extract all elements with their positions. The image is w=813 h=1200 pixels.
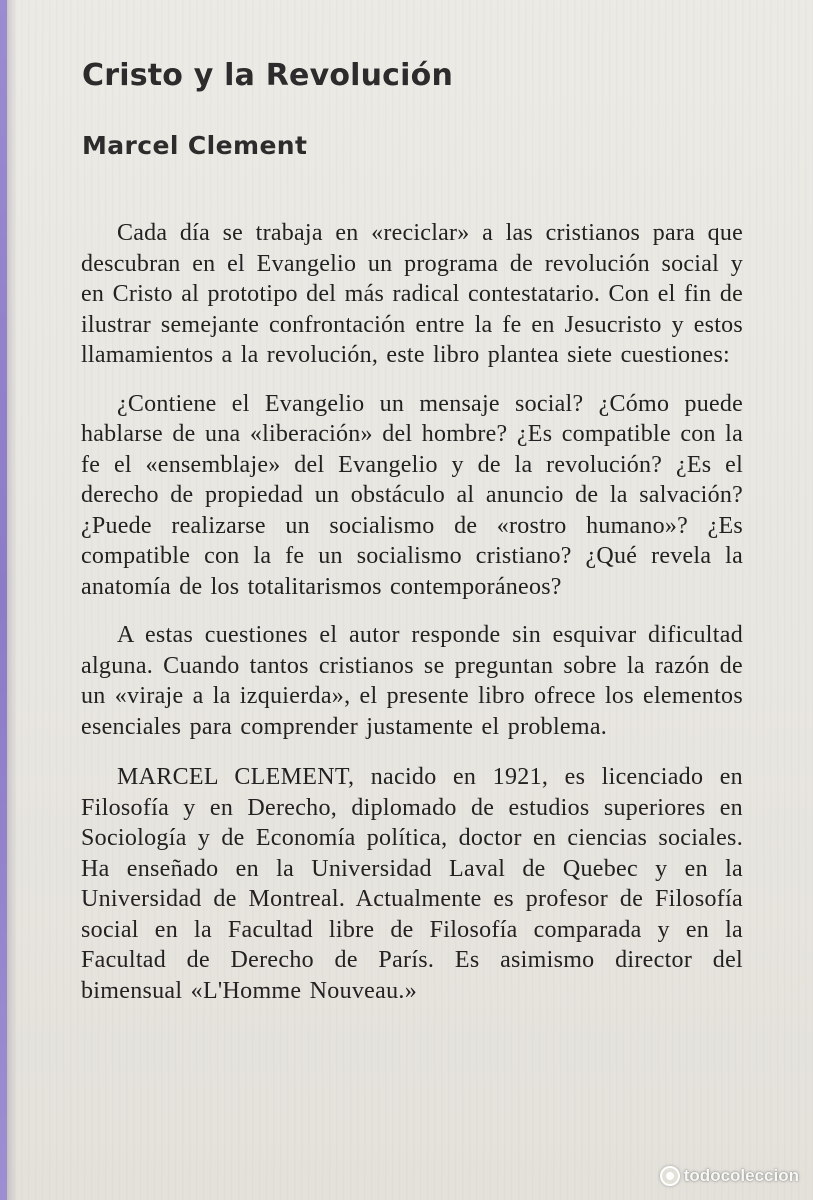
blurb-paragraph-response: A estas cuestiones el autor responde sin esquivar dificultad alguna. Cuando tantos cristianos se preguntan sobre la razón de un «viraje a la izquierda», el presente libro ofrece los elementos esenciales para comprender justamente el problema. — [81, 622, 743, 740]
spine-shadow — [7, 0, 17, 1200]
book-author: Marcel Clement — [82, 131, 308, 160]
blurb-paragraph-author-bio: MARCEL CLEMENT, nacido en 1921, es licenciado en Filosofía y en Derecho, diplomado de estudios superiores en Sociología y de Economía política, doctor en ciencias sociales. Ha enseñado en la Universidad Laval de Quebec y en la Universidad de Montreal. Actualmente es profesor de Filosofía social en la Facultad libre de Filosofía comparada y en la Facultad de Derecho de París. Es asimismo director del bimensual «L'Homme Nouveau.» — [81, 764, 743, 1004]
blurb-paragraph-intro: Cada día se trabaja en «reciclar» a las cristianos para que descubran en el Evangelio un programa de revolución social y en Cristo al prototipo del más radical contestatario. Con el fin de ilustrar semejante confrontación entre la fe en Jesucristo y estos llamamientos a la revolución, este libro plantea siete cuestiones: — [81, 220, 743, 368]
book-title: Cristo y la Revolución — [82, 58, 454, 93]
watermark-text: todocoleccion — [683, 1166, 799, 1185]
spine-edge — [0, 0, 7, 1200]
blurb-paragraph-questions: ¿Contiene el Evangelio un mensaje social? ¿Cómo puede hablarse de una «liberación» del hombre? ¿Es compatible con la fe el «ensemblaje» del Evangelio y de la revolución? ¿Es el derecho de propiedad un obstáculo al anuncio de la salvación? ¿Puede realizarse un socialismo de «rostro humano»? ¿Es compatible con la fe un socialismo cristiano? ¿Qué revela la anatomía de los totalitarismos contemporáneos? — [81, 390, 743, 600]
watermark — [660, 1166, 799, 1186]
blurb-text — [81, 218, 743, 1006]
todocoleccion-logo-icon — [660, 1166, 680, 1186]
